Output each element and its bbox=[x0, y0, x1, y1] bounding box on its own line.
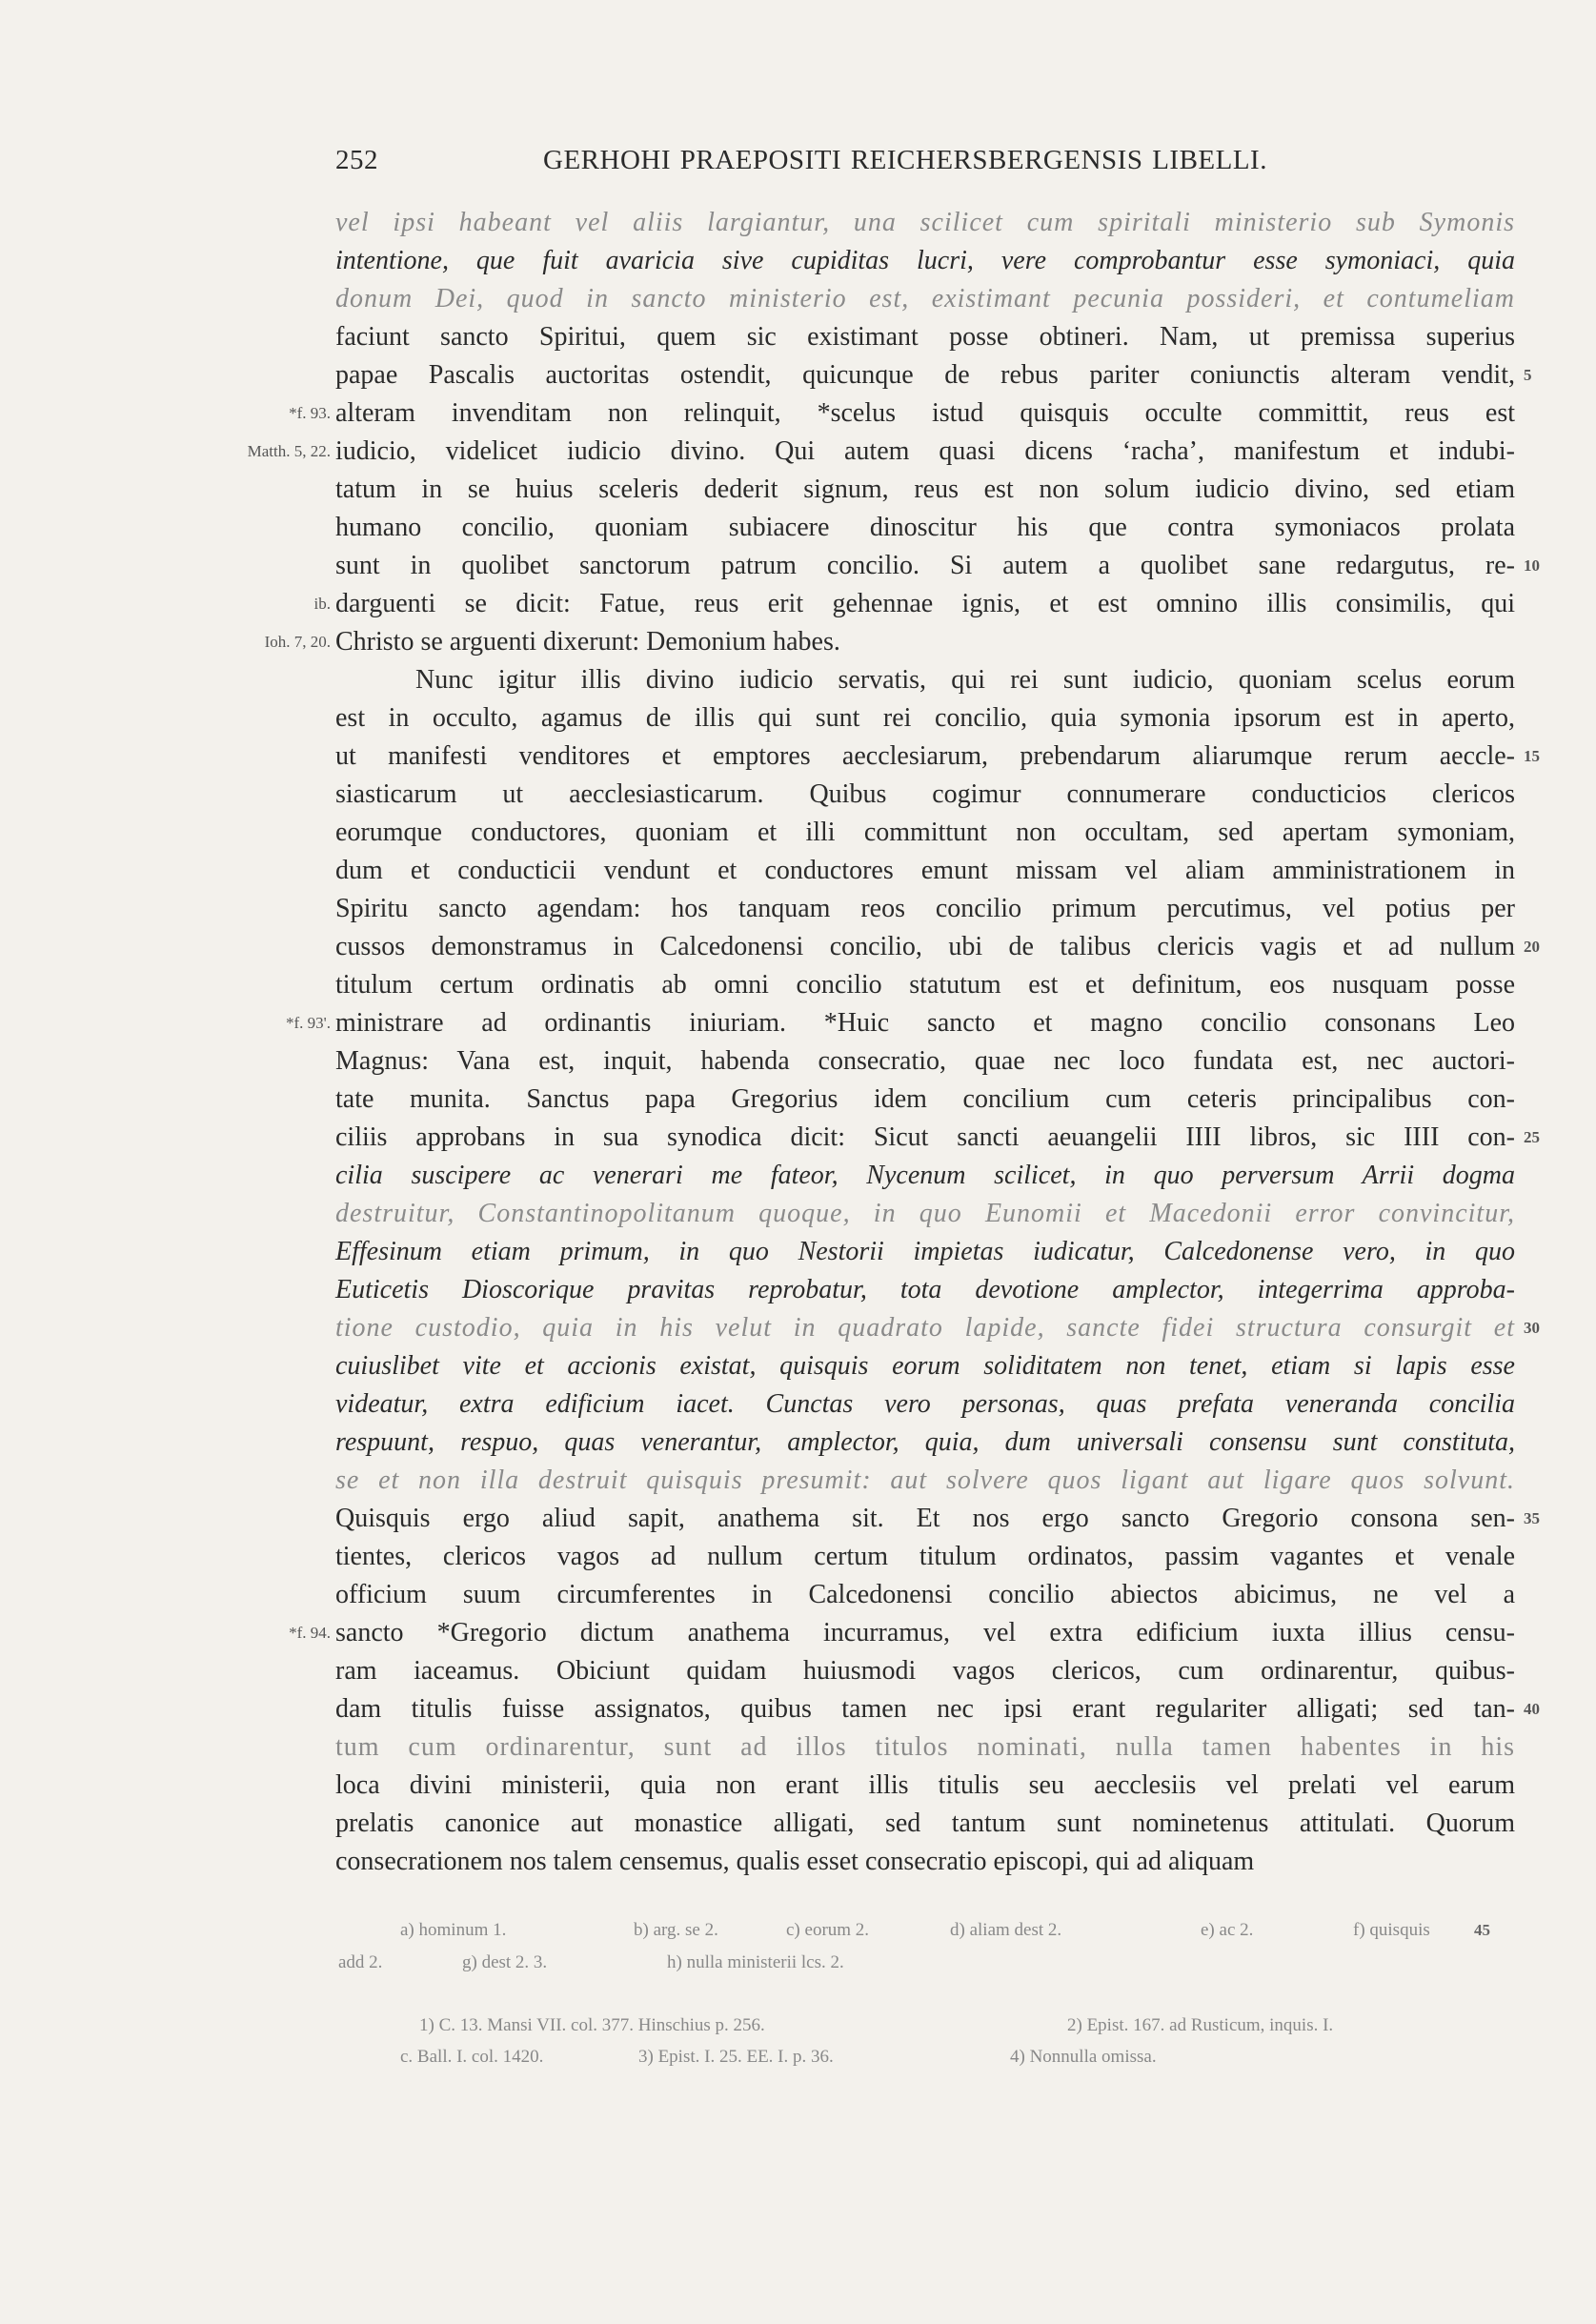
line-text: eorumque conductores, quoniam et illi committunt non occultam, sed apertam symoniam, bbox=[335, 818, 1515, 847]
text-line bbox=[335, 890, 1515, 928]
text-line bbox=[335, 204, 1515, 242]
text-line bbox=[335, 699, 1515, 738]
text-line bbox=[335, 1119, 1540, 1157]
apparatus-g: g) dest 2. 3. bbox=[462, 1952, 548, 1972]
margin-reference: *f. 93'. bbox=[286, 1014, 331, 1032]
text-line bbox=[335, 814, 1515, 852]
line-text: Euticetis Dioscorique pravitas reprobatur, tota devotione amplector, integerrima approba- bbox=[335, 1275, 1515, 1304]
text-line bbox=[335, 966, 1515, 1004]
line-text: intentione, que fuit avaricia sive cupiditas lucri, vere comprobantur esse symoniaci, quia bbox=[335, 246, 1515, 275]
line-text: dum et conducticii vendunt et conductores emunt missam vel aliam amministrationem in bbox=[335, 856, 1515, 885]
text-line bbox=[335, 1538, 1515, 1576]
line-text: cussos demonstramus in Calcedonensi concilio, ubi de talibus clericis vagis et ad nullum bbox=[335, 932, 1515, 961]
line-text: iudicio, videlicet iudicio divino. Qui autem quasi dicens ‘racha’, manifestum et indubi- bbox=[335, 436, 1515, 466]
line-text: alteram invenditam non relinquit, *scelus istud quisquis occulte committit, reus est bbox=[335, 398, 1515, 428]
text-line bbox=[335, 1728, 1515, 1767]
line-text: tate munita. Sanctus papa Gregorius idem concilium cum ceteris principalibus con- bbox=[335, 1084, 1515, 1114]
text-line bbox=[335, 1309, 1540, 1347]
margin-reference: Ioh. 7, 20. bbox=[264, 633, 331, 651]
apparatus-d: d) aliam dest 2. bbox=[950, 1920, 1062, 1940]
text-line bbox=[335, 1843, 1512, 1881]
text-line bbox=[335, 1690, 1540, 1728]
note-2-cont: c. Ball. I. col. 1420. bbox=[400, 2047, 544, 2067]
text-line bbox=[335, 928, 1540, 966]
text-line bbox=[335, 1271, 1515, 1309]
running-header bbox=[335, 145, 1322, 183]
line-text: est in occulto, agamus de illis qui sunt rei concilio, quia symonia ipsorum est in aperto, bbox=[335, 703, 1515, 733]
margin-reference: *f. 94. bbox=[289, 1624, 331, 1642]
text-line bbox=[335, 1233, 1515, 1271]
line-text: videatur, extra edificium iacet. Cunctas vero personas, quas prefata veneranda concilia bbox=[335, 1389, 1515, 1419]
text-line bbox=[335, 852, 1515, 890]
text-line bbox=[289, 394, 1515, 433]
text-line bbox=[247, 433, 1515, 471]
apparatus-e: e) ac 2. bbox=[1201, 1920, 1254, 1940]
line-text: sunt in quolibet sanctorum patrum concilio. Si autem a quolibet sane redargutus, re- bbox=[335, 551, 1515, 580]
text-line bbox=[335, 471, 1515, 509]
text-line bbox=[335, 1576, 1515, 1614]
line-text: papae Pascalis auctoritas ostendit, quicunque de rebus pariter coniunctis alteram vendit, bbox=[335, 360, 1515, 390]
line-text: tientes, clericos vagos ad nullum certum titulum ordinatos, passim vagantes et venale bbox=[335, 1542, 1515, 1571]
line-text: vel ipsi habeant vel aliis largiantur, una scilicet cum spiritali ministerio sub Symonis bbox=[335, 208, 1515, 237]
line-text: cilia suscipere ac venerari me fateor, Nycenum scilicet, in quo perversum Arrii dogma bbox=[335, 1161, 1515, 1190]
text-line bbox=[335, 509, 1515, 547]
text-line bbox=[335, 738, 1540, 776]
text-line bbox=[335, 1157, 1515, 1195]
line-text: destruitur, Constantinopolitanum quoque, in quo Eunomii et Macedonii error convincitur, bbox=[335, 1199, 1515, 1228]
text-line bbox=[289, 1614, 1515, 1652]
line-text: faciunt sancto Spiritui, quem sic existimant posse obtineri. Nam, ut premissa superius bbox=[335, 322, 1515, 352]
text-line bbox=[335, 1462, 1515, 1500]
line-text: darguenti se dicit: Fatue, reus erit gehennae ignis, et est omnino illis consimilis, qui bbox=[335, 589, 1515, 618]
text-line bbox=[335, 1347, 1515, 1385]
line-number: 15 bbox=[1524, 747, 1540, 765]
margin-reference: *f. 93. bbox=[289, 404, 331, 422]
line-text: tatum in se huius sceleris dederit signum, reus est non solum iudicio divino, sed etiam bbox=[335, 475, 1515, 504]
text-line bbox=[313, 585, 1515, 623]
line-text: Quisquis ergo aliud sapit, anathema sit. Et nos ergo sancto Gregorio consona sen- bbox=[335, 1504, 1515, 1533]
text-line bbox=[335, 776, 1515, 814]
text-line bbox=[286, 1004, 1515, 1042]
apparatus-h: h) nulla ministerii lcs. 2. bbox=[667, 1952, 844, 1972]
note-3: 3) Epist. I. 25. EE. I. p. 36. bbox=[638, 2047, 834, 2067]
note-2: 2) Epist. 167. ad Rusticum, inquis. I. bbox=[1067, 2015, 1334, 2035]
line-number-45: 45 bbox=[1474, 1921, 1490, 1939]
line-text: humano concilio, quoniam subiacere dinoscitur his que contra symoniacos prolata bbox=[335, 513, 1515, 542]
line-text: siasticarum ut aecclesiasticarum. Quibus cogimur connumerare conducticios clericos bbox=[335, 779, 1515, 809]
apparatus-f-cont: add 2. bbox=[338, 1952, 383, 1972]
line-text: ciliis approbans in sua synodica dicit: Sicut sancti aeuangelii IIII libros, sic IIII con- bbox=[335, 1122, 1515, 1152]
text-line bbox=[335, 1081, 1515, 1119]
line-text: ut manifesti venditores et emptores aecclesiarum, prebendarum aliarumque rerum aeccle- bbox=[335, 741, 1515, 771]
line-text: Spiritu sancto agendam: hos tanquam reos concilio primum percutimus, vel potius per bbox=[335, 894, 1515, 923]
text-line bbox=[335, 318, 1515, 356]
line-number: 30 bbox=[1524, 1319, 1540, 1337]
apparatus-f: f) quisquis bbox=[1353, 1920, 1430, 1940]
line-text: respuunt, respuo, quas venerantur, amplector, quia, dum universali consensu sunt constituta, bbox=[335, 1427, 1515, 1457]
line-text: prelatis canonice aut monastice alligati, sed tantum sunt nominetenus attitulati. Quorum bbox=[335, 1809, 1515, 1838]
line-text: Nunc igitur illis divino iudicio servatis, qui rei sunt iudicio, quoniam scelus eorum bbox=[415, 665, 1515, 695]
line-text: dam titulis fuisse assignatos, quibus tamen nec ipsi erant regulariter alligati; sed tan- bbox=[335, 1694, 1515, 1724]
line-number: 10 bbox=[1524, 556, 1540, 575]
line-number: 20 bbox=[1524, 938, 1540, 956]
line-number: 40 bbox=[1524, 1700, 1540, 1718]
page-number: 252 bbox=[335, 145, 378, 175]
line-text: se et non illa destruit quisquis presumit: aut solvere quos ligant aut ligare quos solvunt. bbox=[335, 1465, 1515, 1495]
line-text: cuiuslibet vite et accionis existat, quisquis eorum soliditatem non tenet, etiam si lapis esse bbox=[335, 1351, 1515, 1381]
apparatus-a: a) hominum 1. bbox=[400, 1920, 507, 1940]
running-title: GERHOHI PRAEPOSITI REICHERSBERGENSIS LIBELLI. bbox=[543, 145, 1267, 175]
note-4: 4) Nonnulla omissa. bbox=[1010, 2047, 1157, 2067]
line-text: ram iaceamus. Obiciunt quidam huiusmodi vagos clericos, cum ordinarentur, quibus- bbox=[335, 1656, 1515, 1686]
text-line bbox=[335, 356, 1532, 394]
main-text bbox=[247, 204, 1540, 1881]
text-line bbox=[335, 1424, 1515, 1462]
line-text: consecrationem nos talem censemus, qualis esset consecratio episcopi, qui ad aliquam bbox=[335, 1847, 1255, 1876]
line-number: 25 bbox=[1524, 1128, 1540, 1146]
apparatus-b: b) arg. se 2. bbox=[634, 1920, 718, 1940]
line-text: tione custodio, quia in his velut in quadrato lapide, sancte fidei structura consurgit et bbox=[335, 1313, 1515, 1343]
apparatus-c: c) eorum 2. bbox=[786, 1920, 870, 1940]
text-line bbox=[335, 1042, 1515, 1081]
line-text: officium suum circumferentes in Calcedonensi concilio abiectos abicimus, ne vel a bbox=[335, 1580, 1515, 1609]
text-line bbox=[264, 623, 1512, 661]
line-number: 5 bbox=[1524, 366, 1532, 384]
margin-reference: Matth. 5, 22. bbox=[247, 442, 331, 460]
line-text: sancto *Gregorio dictum anathema incurramus, vel extra edificium iuxta illius censu- bbox=[335, 1618, 1515, 1647]
line-text: Christo se arguenti dixerunt: Demonium habes. bbox=[335, 627, 840, 657]
text-line bbox=[335, 547, 1540, 585]
line-number: 35 bbox=[1524, 1509, 1540, 1527]
line-text: ministrare ad ordinantis iniuriam. *Huic sancto et magno concilio consonans Leo bbox=[335, 1008, 1515, 1038]
text-line bbox=[335, 280, 1515, 318]
text-line bbox=[335, 1805, 1515, 1843]
line-text: tum cum ordinarentur, sunt ad illos titulos nominati, nulla tamen habentes in his bbox=[335, 1732, 1515, 1762]
text-line bbox=[335, 1385, 1515, 1424]
line-text: Effesinum etiam primum, in quo Nestorii impietas iudicatur, Calcedonense vero, in quo bbox=[335, 1237, 1515, 1266]
line-text: donum Dei, quod in sancto ministerio est, existimant pecunia possideri, et contumeliam bbox=[335, 284, 1515, 313]
note-1: 1) C. 13. Mansi VII. col. 377. Hinschius p. 256. bbox=[419, 2015, 765, 2035]
text-line bbox=[335, 661, 1515, 699]
text-line bbox=[335, 1767, 1515, 1805]
line-text: loca divini ministerii, quia non erant illis titulis seu aecclesiis vel prelati vel earum bbox=[335, 1770, 1515, 1800]
line-text: Magnus: Vana est, inquit, habenda consecratio, quae nec loco fundata est, nec auctori- bbox=[335, 1046, 1515, 1076]
line-text: titulum certum ordinatis ab omni concilio statutum est et definitum, eos nusquam posse bbox=[335, 970, 1515, 1000]
text-line bbox=[335, 1500, 1540, 1538]
text-line bbox=[335, 242, 1515, 280]
margin-reference: ib. bbox=[313, 595, 331, 613]
text-line bbox=[335, 1195, 1515, 1233]
text-line bbox=[335, 1652, 1515, 1690]
